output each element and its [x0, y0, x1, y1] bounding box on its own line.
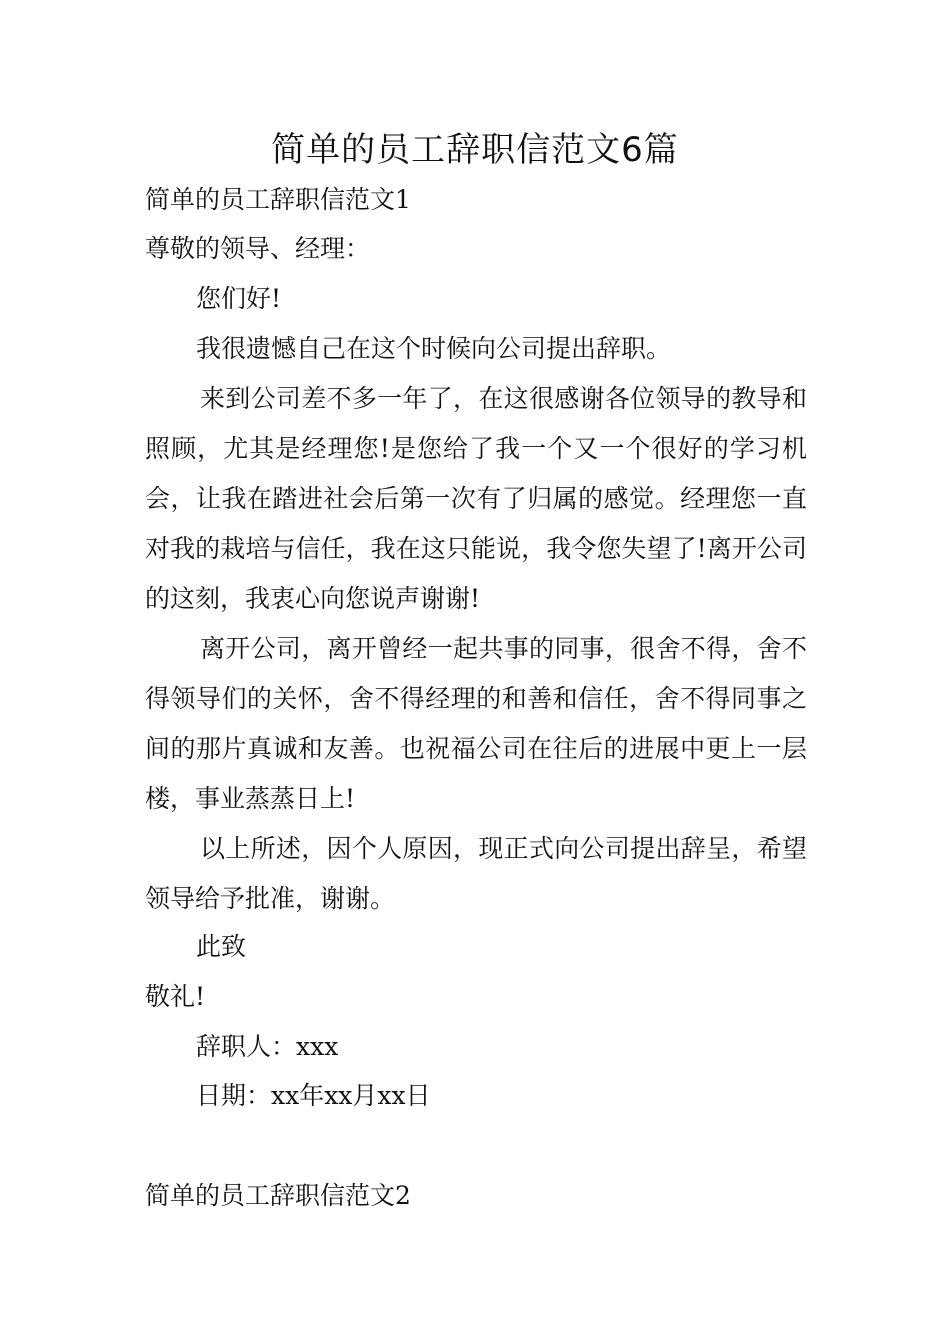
paragraph-3: 离开公司，离开曾经一起共事的同事，很舍不得，舍不得领导们的关怀，舍不得经理的和善和信任，舍不得同事之间的那片真诚和友善。也祝福公司在往后的进展中更上一层楼，事业蒸蒸日上!: [145, 634, 807, 813]
document-title: 简单的员工辞职信范文6篇: [271, 130, 679, 170]
date: 日期：xx年xx月xx日: [196, 1081, 431, 1110]
salutation: 尊敬的领导、经理：: [145, 234, 371, 263]
greeting: 您们好!: [196, 284, 282, 313]
section-1-heading: 简单的员工辞职信范文1: [145, 185, 411, 214]
paragraph-4: 以上所述，因个人原因，现正式向公司提出辞呈，希望领导给予批准，谢谢。: [145, 834, 807, 913]
section-2-heading: 简单的员工辞职信范文2: [145, 1181, 411, 1210]
closing-ci-zhi: 此致: [196, 932, 247, 961]
paragraph-2: 来到公司差不多一年了，在这很感谢各位领导的教导和照顾，尤其是经理您!是您给了我一个又一个很好的学习机会，让我在踏进社会后第一次有了归属的感觉。经理您一直对我的栽培与信任，我在这只能说，我令您失望了!离开公司的这刻，我衷心向您说声谢谢!: [145, 384, 807, 613]
closing-jing-li: 敬礼!: [145, 982, 206, 1011]
paragraph-1: 我很遗憾自己在这个时候向公司提出辞职。: [196, 334, 672, 363]
signer: 辞职人：xxx: [196, 1032, 339, 1061]
